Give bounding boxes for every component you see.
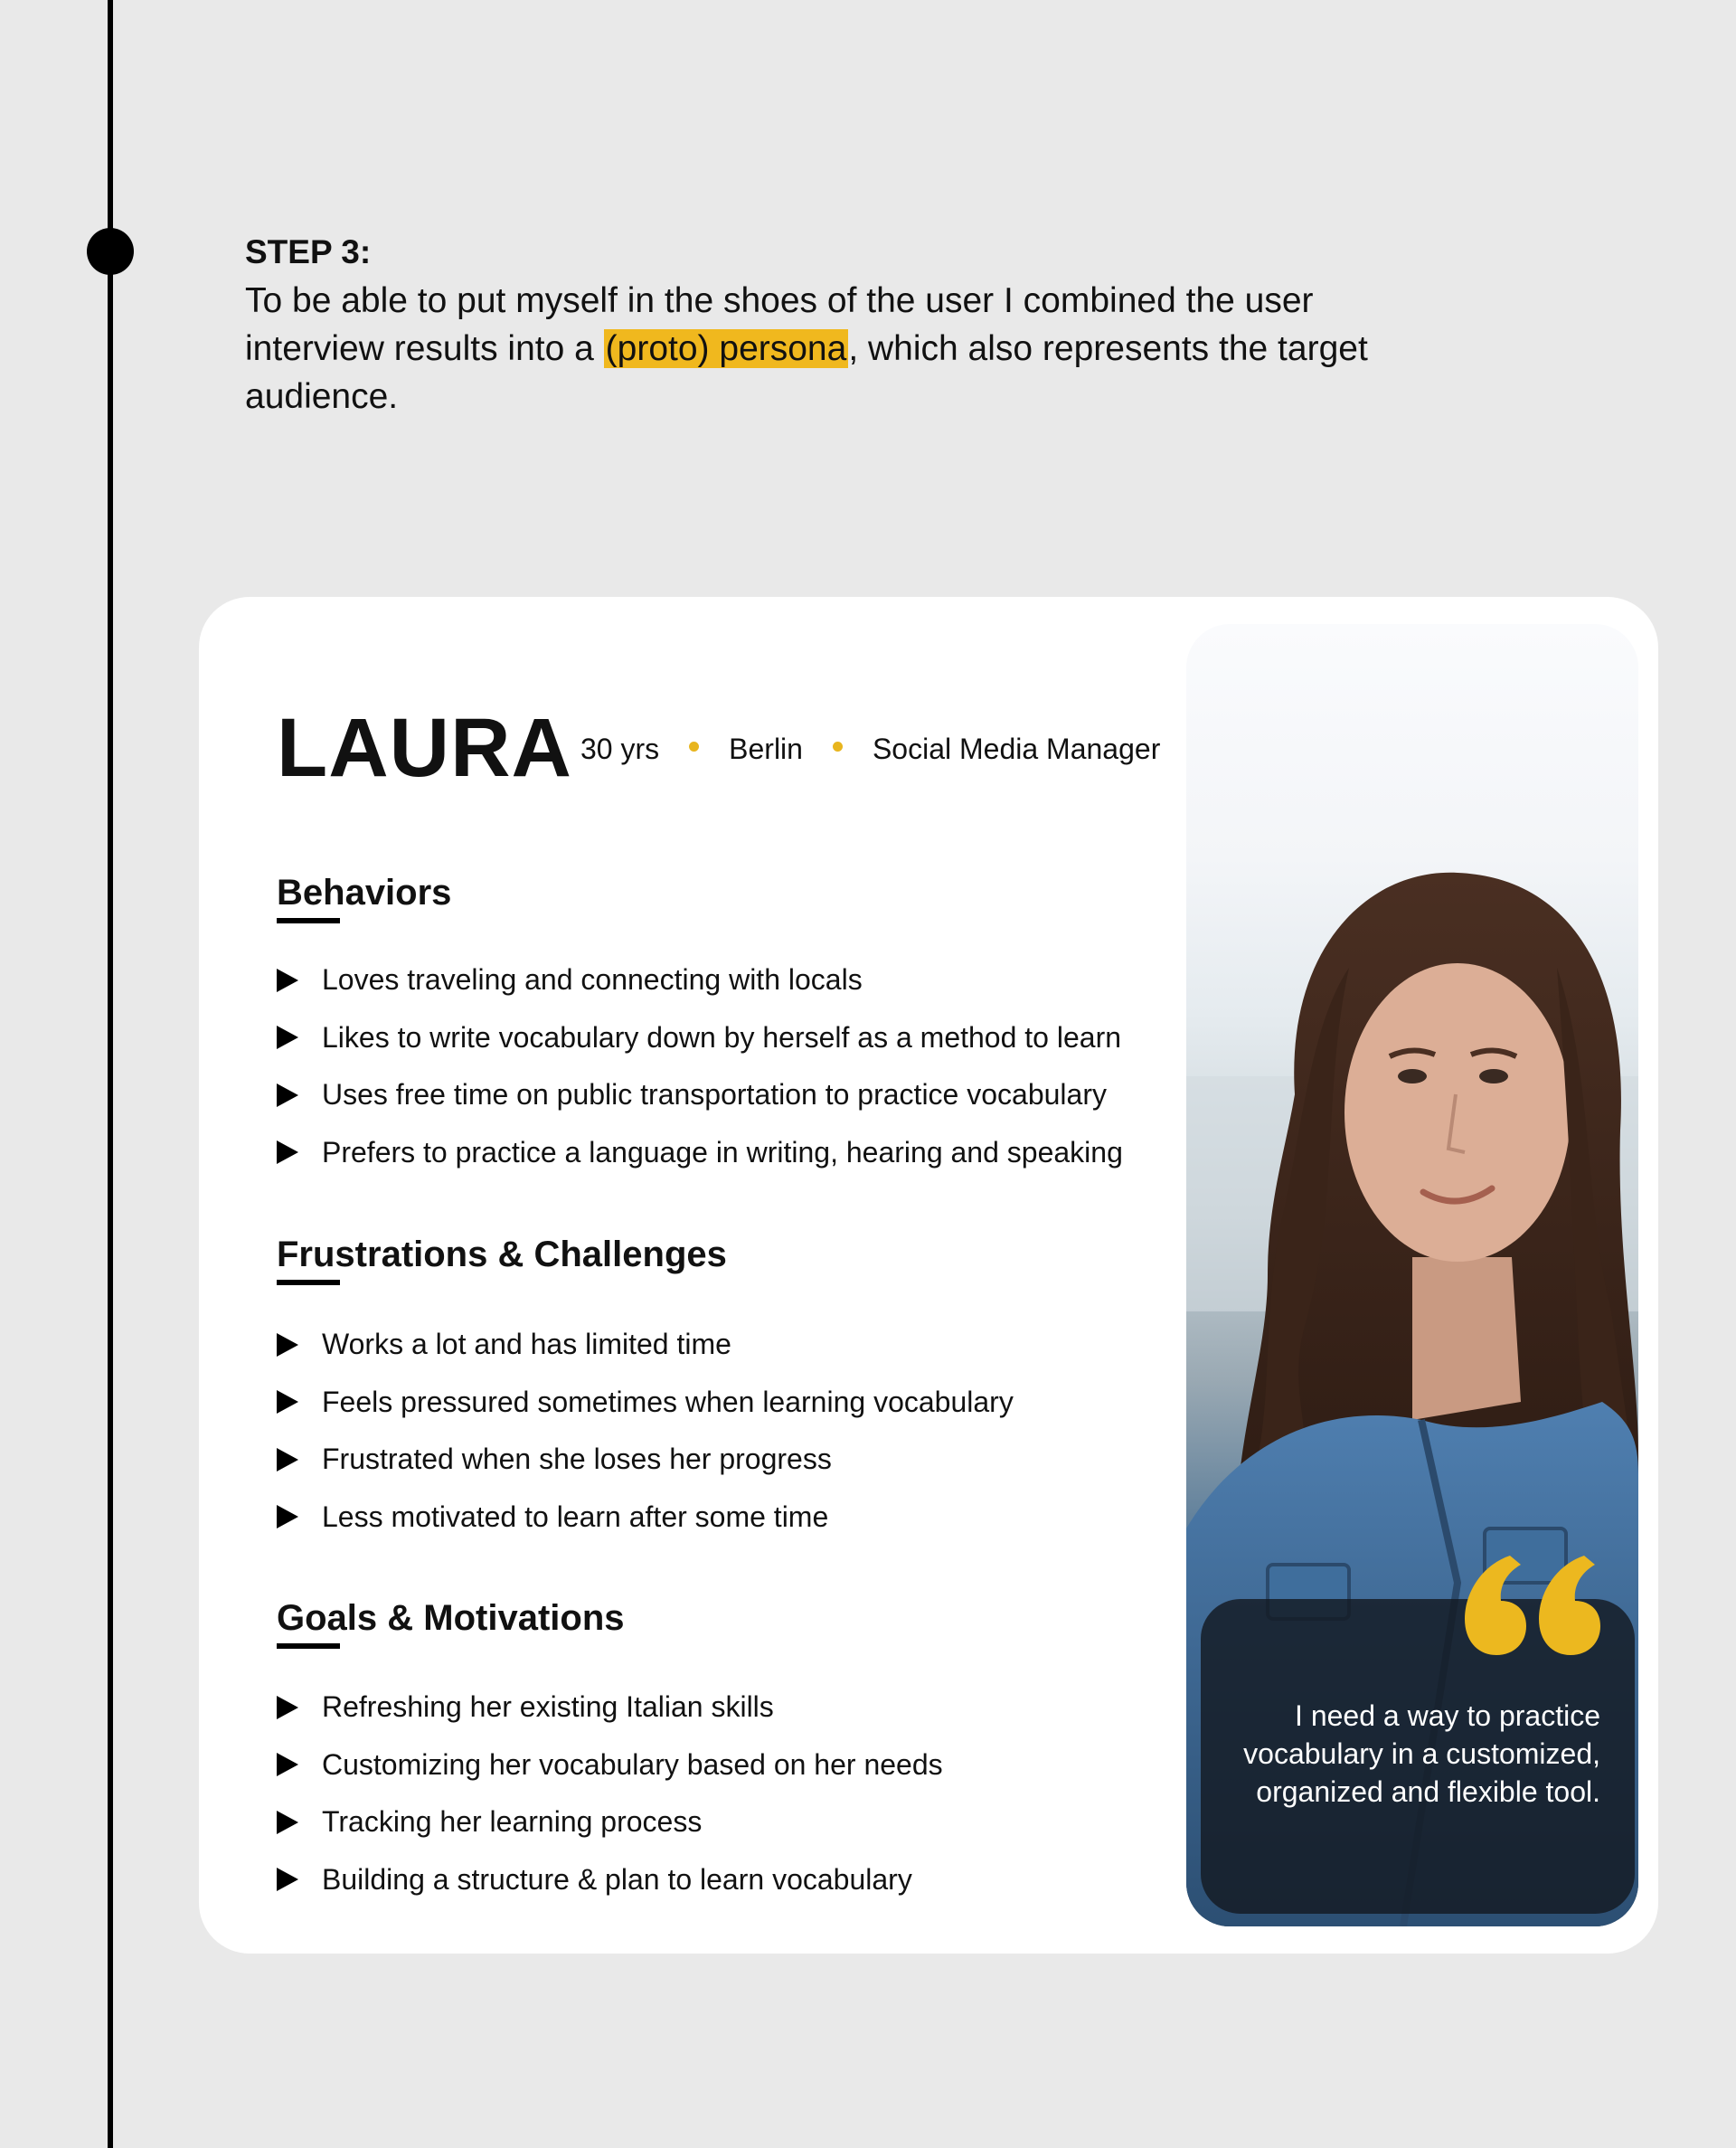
step-text-before: To be able to put myself in the shoes of the user I combined the user interview results into a [245, 281, 1314, 368]
list-item [277, 1374, 1014, 1432]
triangle-bullet-icon [277, 1811, 298, 1834]
triangle-bullet-icon [277, 1390, 298, 1414]
persona-meta [580, 727, 1160, 771]
list-item [277, 1431, 1014, 1489]
list-item-text: Tracking her learning process [322, 1805, 703, 1839]
meta-separator-dot [833, 742, 843, 752]
list-item [277, 1679, 943, 1736]
list-item-text: Feels pressured sometimes when learning vocabulary [322, 1385, 1014, 1418]
goals-list [277, 1679, 943, 1908]
step-description [245, 277, 1375, 421]
triangle-bullet-icon [277, 1333, 298, 1357]
section-title-goals: Goals & Motivations [277, 1598, 625, 1638]
list-item-text: Customizing her vocabulary based on her needs [322, 1747, 943, 1781]
list-item [277, 1793, 943, 1851]
list-item [277, 1009, 1123, 1067]
meta-separator-dot [689, 742, 699, 752]
timeline-dot-icon [87, 228, 134, 275]
section-title-behaviors: Behaviors [277, 873, 452, 913]
list-item-text: Loves traveling and connecting with locals [322, 963, 863, 997]
list-item [277, 1066, 1123, 1124]
section-underline [277, 918, 340, 923]
step-intro [245, 228, 1375, 421]
list-item-text: Less motivated to learn after some time [322, 1500, 829, 1533]
persona-age: 30 yrs [580, 732, 660, 765]
triangle-bullet-icon [277, 1505, 298, 1528]
section-underline [277, 1280, 340, 1285]
triangle-bullet-icon [277, 1753, 298, 1776]
list-item-text: Works a lot and has limited time [322, 1328, 731, 1361]
list-item [277, 1736, 943, 1794]
persona-city: Berlin [729, 732, 803, 765]
section-underline [277, 1643, 340, 1649]
triangle-bullet-icon [277, 1083, 298, 1107]
list-item [277, 1124, 1123, 1182]
list-item-text: Refreshing her existing Italian skills [322, 1690, 774, 1724]
highlighted-term: (proto) persona [605, 329, 847, 368]
timeline-line [108, 0, 113, 2148]
step-text-after: , which also represents the target audience. [245, 329, 1368, 416]
list-item-text: Frustrated when she loses her progress [322, 1443, 832, 1476]
list-item [277, 951, 1123, 1009]
list-item [277, 1851, 943, 1909]
triangle-bullet-icon [277, 1026, 298, 1049]
persona-name: LAURA [277, 702, 572, 794]
list-item-text: Uses free time on public transportation to practice vocabulary [322, 1078, 1107, 1112]
list-item-text: Building a structure & plan to learn vocabulary [322, 1862, 912, 1896]
persona-job: Social Media Manager [872, 732, 1161, 765]
quote-mark-icon [1447, 1528, 1600, 1664]
triangle-bullet-icon [277, 969, 298, 992]
list-item-text: Likes to write vocabulary down by herself as a method to learn [322, 1020, 1122, 1054]
list-item-text: Prefers to practice a language in writing, hearing and speaking [322, 1135, 1123, 1169]
triangle-bullet-icon [277, 1140, 298, 1164]
frustrations-list [277, 1316, 1014, 1546]
triangle-bullet-icon [277, 1696, 298, 1719]
list-item [277, 1316, 1014, 1374]
list-item [277, 1489, 1014, 1547]
persona-quote: I need a way to practice vocabulary in a customized, organized and flexible tool. [1243, 1699, 1600, 1808]
step-label: STEP 3: [245, 233, 372, 270]
triangle-bullet-icon [277, 1868, 298, 1891]
triangle-bullet-icon [277, 1448, 298, 1471]
section-title-frustrations: Frustrations & Challenges [277, 1235, 727, 1274]
behaviors-list [277, 951, 1123, 1181]
persona-card [199, 597, 1658, 1954]
